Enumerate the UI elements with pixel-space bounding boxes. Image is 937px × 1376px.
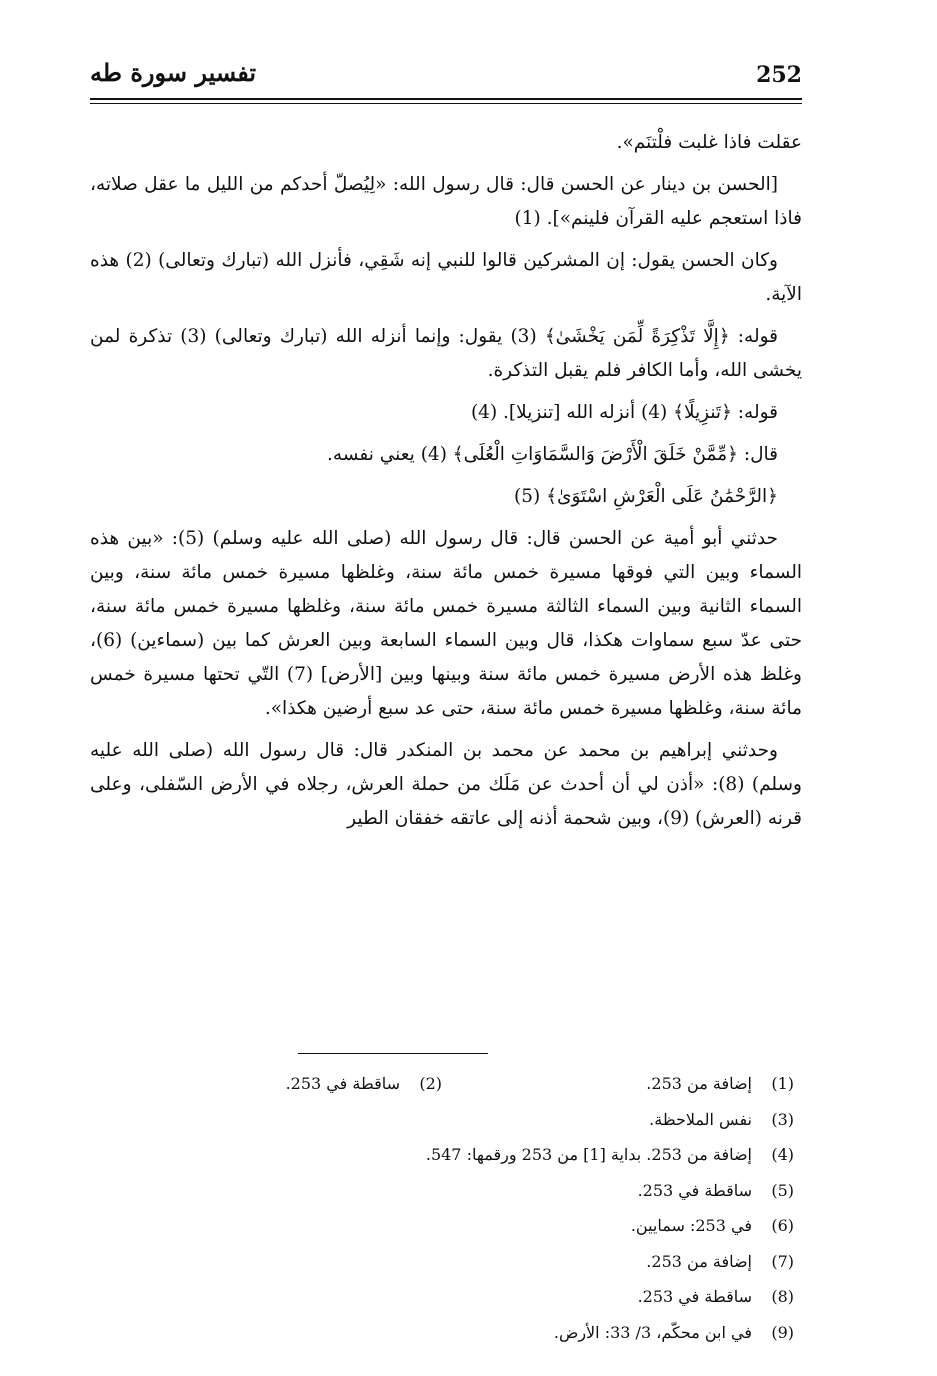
- footnote-number: (6): [771, 1216, 794, 1235]
- footnote-row: [104, 1173, 794, 1209]
- footnote-row: [104, 1137, 794, 1173]
- footnote-text: إضافة من 253.: [646, 1074, 752, 1093]
- paragraph: [الحسن بن دينار عن الحسن قال: قال رسول الله: «لِيُصلّ أحدكم من الليل ما عقل صلاته، فاذا استعجم عليه القرآن فلينم»]. (1): [90, 174, 802, 229]
- paragraph: قوله: ﴿إِلَّا تَذْكِرَةً لِّمَن يَخْشَىٰ﴾ (3) يقول: وإنما أنزله الله (تبارك وتعالى) (3) تذكرة لمن يخشى الله، وأما الكافر فلم يقبل التذكرة.: [90, 326, 802, 381]
- footnote-number: (2): [419, 1074, 442, 1093]
- paragraph: ﴿الرَّحْمَٰنُ عَلَى الْعَرْشِ اسْتَوَىٰ﴾ (5): [514, 486, 778, 507]
- footnote-number: (4): [771, 1145, 794, 1164]
- footnote-text: في ابن محكّم، 3/ 33: الأرض.: [553, 1322, 752, 1342]
- header-rule-thin: [90, 103, 802, 104]
- footnote-row: [104, 1279, 794, 1315]
- paragraph: حدثني أبو أمية عن الحسن قال: قال رسول الله (صلى الله عليه وسلم) (5): «بين هذه السماء وبين التي فوقها مسيرة خمس مائة سنة، وغلظها مسيرة خمس مائة سنة، وبين السماء الثانية وبين السماء الثالثة مسيرة خمس مائة سنة، وغلظها مسيرة خمس مائة سنة، حتى عدّ سبع سماوات هكذا، قال وبين السماء السابعة وبين العرش كما بين (سماءين) (6)، وغلظ هذه الأرض مسيرة خمس مائة سنة وبينها وبين [الأرض] (7) التّي تحتها مسيرة خمس مائة سنة، وغلظها مسيرة خمس مائة سنة، حتى عد سبع أرضين هكذا».: [90, 528, 802, 719]
- paragraph: قوله: ﴿تَنزِيلًا﴾ (4) أنزله الله [تنزيلا]. (4): [470, 402, 778, 423]
- footnote-number: (9): [771, 1322, 794, 1342]
- footnote-number: (5): [771, 1180, 794, 1200]
- page: [90, 50, 802, 1342]
- paragraph: قال: ﴿مِّمَّنْ خَلَقَ الْأَرْضَ وَالسَّمَاوَاتِ الْعُلَى﴾ (4) يعني نفسه.: [327, 444, 778, 465]
- footnote-row: [104, 1208, 794, 1244]
- footnote-text: إضافة من 253. بداية [1] من 253 ورقمها: 547.: [425, 1145, 752, 1164]
- running-title: تفسير سورة طه: [90, 58, 257, 87]
- footnote-number: (1): [771, 1074, 794, 1093]
- footnote-row: [104, 1315, 794, 1351]
- header-rule-thick: [90, 98, 802, 100]
- page-number: 252: [756, 62, 802, 88]
- footnote-number: (7): [771, 1251, 794, 1271]
- footnote-text: في 253: سمايين.: [630, 1216, 752, 1235]
- footnote-text: ساقطة في 253.: [637, 1287, 752, 1306]
- footnote-text: نفس الملاحظة.: [649, 1109, 752, 1129]
- footnote-text: إضافة من 253.: [646, 1251, 752, 1271]
- footnote-row: [104, 1066, 794, 1102]
- paragraph: وكان الحسن يقول: إن المشركين قالوا للنبي إنه شَقِي، فأنزل الله (تبارك وتعالى) (2) هذه الآية.: [90, 250, 802, 305]
- footnote-row: [104, 1244, 794, 1280]
- body-text: [90, 126, 802, 844]
- footnote-row: [104, 1102, 794, 1138]
- paragraph: وحدثني إبراهيم بن محمد عن محمد بن المنكدر قال: قال رسول الله (صلى الله عليه وسلم) (8): «أذن لي أن أحدث عن مَلَك من حملة العرش، رجلاه في الأرض السّفلى، وعلى قرنه (العرش) (9)، وبين شحمة أذنه إلى عاتقه خفقان الطير: [90, 740, 802, 829]
- paragraph: عقلت فاذا غلبت فلْتنَم».: [616, 132, 802, 153]
- running-header: [90, 50, 802, 96]
- footnote-text: ساقطة في 253.: [285, 1074, 400, 1093]
- footnotes: [104, 1066, 794, 1350]
- footnote-number: (3): [771, 1109, 794, 1129]
- footnote-text: ساقطة في 253.: [637, 1180, 752, 1200]
- footnote-number: (8): [771, 1287, 794, 1306]
- footnote-separator: [298, 1053, 488, 1054]
